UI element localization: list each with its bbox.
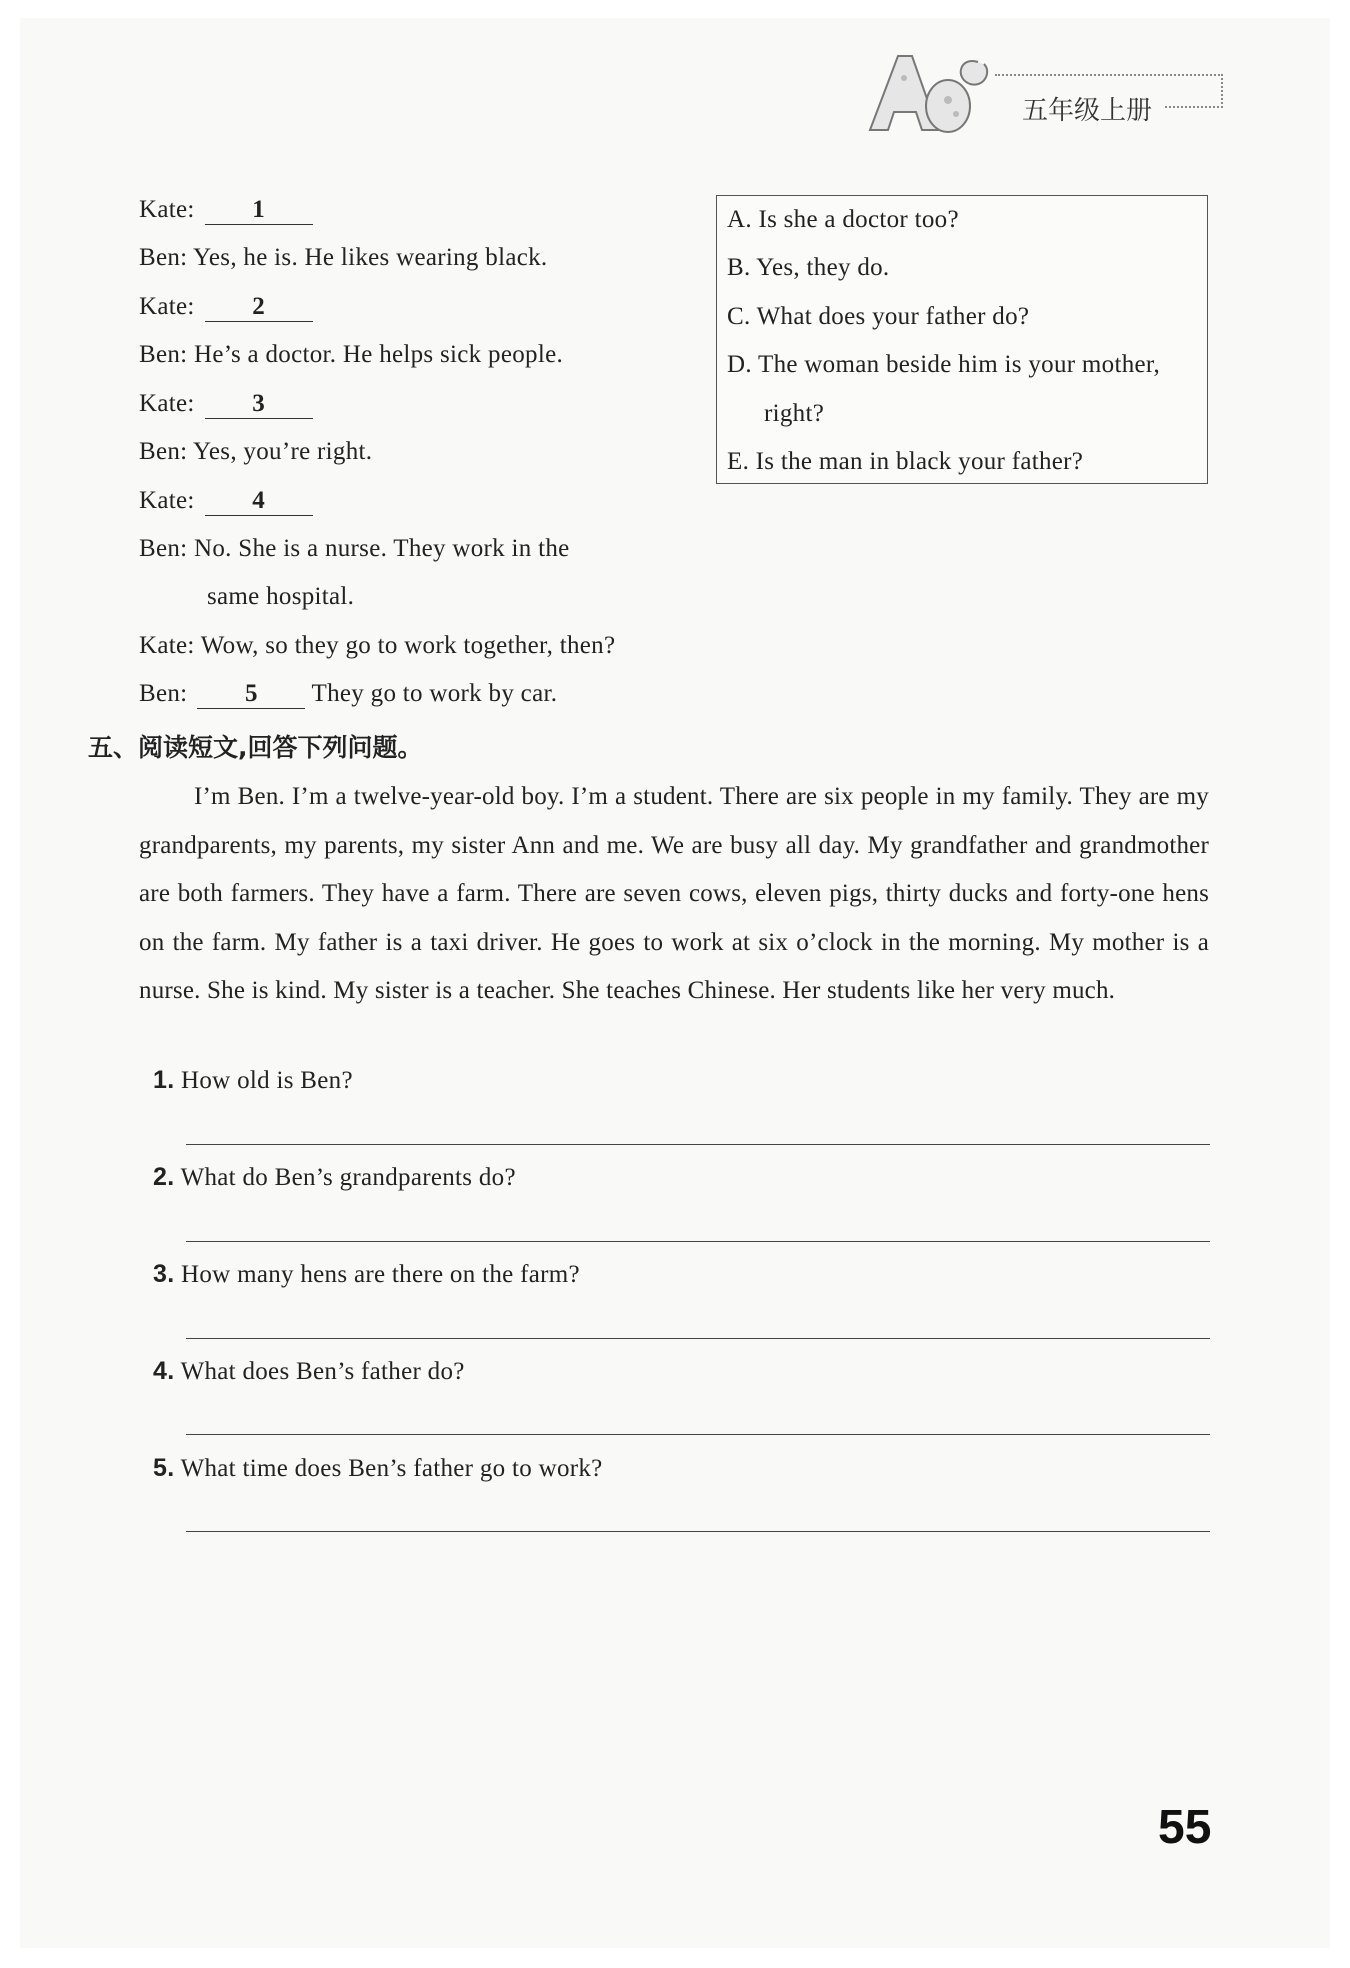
header-dotted-rule-side — [1221, 74, 1223, 104]
answer-blank[interactable]: 3 — [205, 390, 313, 419]
options-box — [716, 195, 1208, 484]
dialogue-line — [139, 341, 563, 369]
dialogue-line — [139, 438, 372, 466]
question: 3. How many hens are there on the farm? — [153, 1260, 580, 1288]
dialogue-line — [139, 487, 313, 516]
dialogue-line — [139, 196, 313, 225]
speaker: Ben: — [139, 535, 188, 562]
speaker: Kate: — [139, 293, 195, 320]
speaker: Kate: — [139, 196, 195, 223]
dialogue-line — [139, 244, 547, 272]
speaker: Ben: — [139, 438, 188, 465]
option-c: C. What does your father do? — [727, 303, 1030, 330]
answer-line[interactable] — [186, 1434, 1210, 1435]
speaker: Kate: — [139, 632, 195, 659]
header-dotted-rule-bottom — [1165, 106, 1223, 108]
option-b: B. Yes, they do. — [727, 254, 890, 281]
answer-blank[interactable]: 4 — [205, 487, 313, 516]
option-e: E. Is the man in black your father? — [727, 448, 1084, 475]
answer-line[interactable] — [186, 1241, 1210, 1242]
dialogue-text: Yes, you’re right. — [193, 438, 373, 465]
option-d: D. The woman beside him is your mother, — [727, 351, 1161, 378]
option-a: A. Is she a doctor too? — [727, 206, 959, 233]
answer-blank[interactable]: 5 — [197, 680, 305, 709]
dialogue-line — [139, 293, 313, 322]
question: 5. What time does Ben’s father go to work? — [153, 1454, 603, 1482]
question: 4. What does Ben’s father do? — [153, 1357, 465, 1385]
header-dotted-rule — [995, 74, 1223, 76]
answer-line[interactable] — [186, 1338, 1210, 1339]
reading-passage — [139, 773, 1209, 1016]
answer-line[interactable] — [186, 1531, 1210, 1532]
option-d-continuation: right? — [764, 400, 825, 427]
dialogue-text: He’s a doctor. He helps sick people. — [193, 341, 564, 368]
speaker: Ben: — [139, 341, 188, 368]
dialogue-line — [139, 632, 615, 660]
answer-blank[interactable]: 2 — [205, 293, 313, 322]
dialogue-line — [139, 390, 313, 419]
speaker: Ben: — [139, 244, 188, 271]
dialogue-text: They go to work by car. — [311, 680, 558, 707]
speaker: Kate: — [139, 487, 195, 514]
answer-line[interactable] — [186, 1144, 1210, 1145]
question: 1. How old is Ben? — [153, 1066, 353, 1094]
answer-blank[interactable]: 1 — [205, 196, 313, 225]
dialogue-line — [139, 680, 557, 709]
dialogue-text: Wow, so they go to work together, then? — [200, 632, 616, 659]
speaker: Ben: — [139, 680, 188, 707]
abc-bubble-logo — [860, 48, 1000, 138]
passage-text: I’m Ben. I’m a twelve-year-old boy. I’m a student. There are six people in my family. They are my grandparents, my parents, my sister Ann and me. We are busy all day. My grandfather and grandmother are both farmers. They have a farm. There are seven cows, eleven pigs, thirty ducks and forty-one hens on the farm. My father is a taxi driver. He goes to work at six o’clock in the morning. My mother is a nurse. She is kind. My sister is a teacher. She teaches Chinese. Her students like her very much. — [139, 783, 1209, 1004]
dialogue-text: No. She is a nurse. They work in the — [193, 535, 570, 562]
dialogue-continuation: same hospital. — [207, 583, 355, 610]
section-title: 五、阅读短文,回答下列问题。 — [88, 733, 423, 762]
grade-label: 五年级上册 — [1022, 96, 1153, 126]
speaker: Kate: — [139, 390, 195, 417]
dialogue-line — [139, 535, 570, 563]
dialogue-text: Yes, he is. He likes wearing black. — [193, 244, 548, 271]
page-number: 55 — [1158, 1801, 1212, 1854]
question: 2. What do Ben’s grandparents do? — [153, 1163, 516, 1191]
